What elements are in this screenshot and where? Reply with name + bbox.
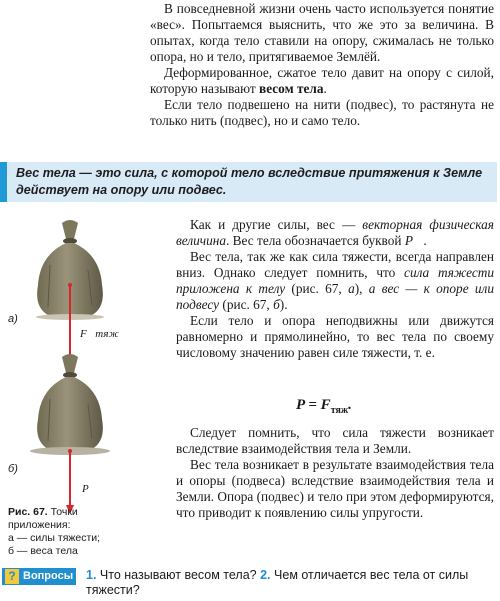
text-run: . — [423, 233, 427, 248]
text-run: (рис. 67, — [219, 297, 274, 312]
question-2-text: Чем отличается вес тела от силы тяжести? — [86, 568, 469, 597]
right_text-paragraph — [176, 313, 494, 361]
text-run: ), — [354, 281, 369, 296]
text-run: б — [273, 297, 280, 312]
text-run: . — [323, 81, 327, 96]
definition-accent-bar — [0, 162, 7, 202]
definition-box — [0, 162, 497, 202]
question-1-text: Что называют весом тела? — [99, 568, 257, 582]
figure-67 — [0, 215, 150, 515]
sack-b — [37, 354, 103, 449]
right_text-paragraph — [176, 217, 494, 249]
caption-rest: Точки приложения: — [8, 506, 78, 531]
figure-caption — [8, 506, 126, 558]
top_text-paragraph — [150, 1, 494, 65]
caption-title: Рис. 67. — [8, 506, 48, 518]
intro-text — [150, 1, 494, 129]
definition-text: Вес тела — это сила, с которой тело вследствие притяжения к Земле действует на опору или подвес. — [16, 166, 483, 197]
body-text-right — [176, 217, 494, 361]
question-2-num: 2. — [260, 568, 271, 582]
question-1-num: 1. — [86, 568, 97, 582]
text-run: Вес тела возникает в результате взаимодействия тела и опоры (подвеса) вследствие взаимодействия тела и Земли. Опора (подвес) и тело при этом деформируются, что приводит к появлению силы упругости. — [176, 457, 494, 520]
gravity-label: F⃗тяж — [80, 328, 119, 340]
text-run: Если тело подвешено на нити (подвес), то растянута не только нить (подвес), но и само тело. — [150, 97, 494, 128]
text-run: ). — [279, 297, 288, 312]
question-mark-icon: ? — [5, 569, 19, 584]
questions-list — [86, 568, 496, 598]
caption-line-b: б — веса тела — [8, 545, 78, 557]
text-run: Вес тела, так же как сила тяжести, всегда направлен вниз. Однако следует помнить, что — [176, 249, 494, 280]
gravity-point — [68, 283, 72, 287]
text-run: В повседневной жизни очень часто используется понятие «вес». Попытаемся выяснить, что же это за величина. В опытах, когда тело ставили на опору, сжималась не только опора, но и тело, притягиваемое Землёй. — [150, 1, 494, 64]
right_text2-paragraph — [176, 457, 494, 521]
weight-label: P⃗ — [82, 483, 98, 495]
right_text2-paragraph — [176, 425, 494, 457]
top_text-paragraph — [150, 65, 494, 97]
formula — [296, 397, 352, 416]
text-run: Следует помнить, что сила тяжести возникает вследствие взаимодействия тела и Земли. — [176, 425, 494, 456]
text-run: P⃗ — [404, 233, 424, 248]
figure-label-a: а) — [8, 313, 18, 325]
formula-sub: тяж — [330, 405, 349, 416]
questions-title: Вопросы — [23, 570, 74, 582]
text-run: а вес — к опоре или подвесу — [176, 281, 494, 312]
weight-point — [68, 449, 72, 453]
text-run: (рис. 67, — [285, 281, 349, 296]
right_text-paragraph — [176, 249, 494, 313]
formula-dot: . — [348, 397, 352, 413]
text-run: . Вес тела обозначается буквой — [226, 233, 405, 248]
text-run: сила тяжести приложена к телу — [176, 265, 494, 296]
figure-67-drawing — [0, 215, 150, 515]
text-run: Если тело и опора неподвижны или движутся равномерно и прямолинейно, то вес тела по своему числовому значению равен силе тяжести, т. е. — [176, 313, 494, 360]
formula-right: F — [320, 397, 331, 413]
formula-left: P — [296, 397, 305, 413]
text-run: а — [348, 281, 355, 296]
body-text-right-2 — [176, 425, 494, 521]
formula-eq: = — [304, 397, 321, 413]
figure-label-b: б) — [8, 463, 18, 475]
text-run: Как и другие силы, вес — — [190, 217, 363, 232]
text-run: Деформированное, сжатое тело давит на опору с силой, которую называют — [150, 65, 494, 96]
questions-badge — [2, 568, 76, 585]
caption-line-a: а — силы тяжести; — [8, 532, 101, 544]
text-run: весом тела — [259, 81, 324, 96]
text-run: векторная физическая величина — [176, 217, 494, 248]
top_text-paragraph — [150, 97, 494, 129]
